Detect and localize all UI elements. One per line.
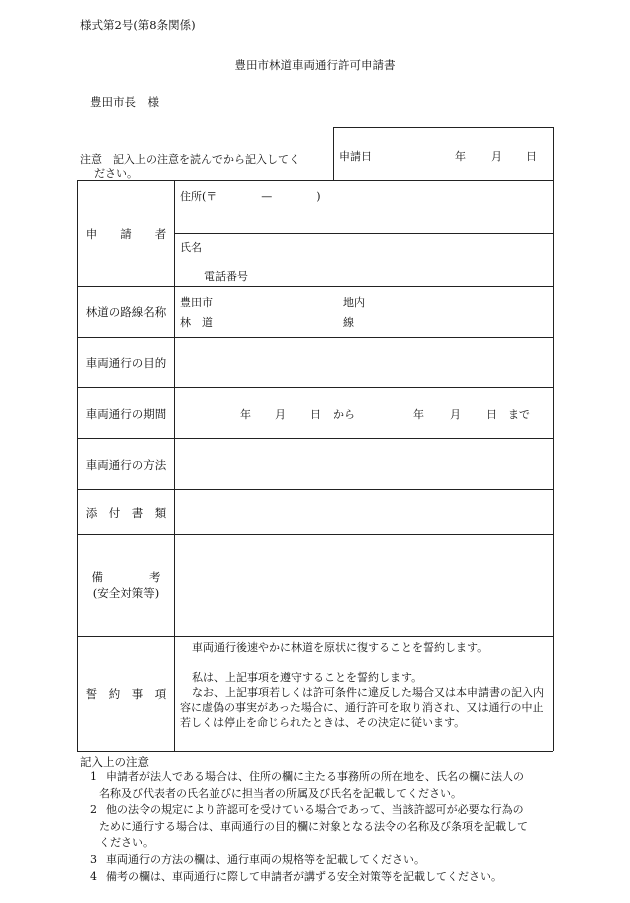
purpose-label: 車両通行の目的 <box>85 356 167 370</box>
date-label: 申請日 <box>339 150 372 163</box>
route-city: 豊田市 <box>180 296 213 309</box>
row-line-applicant-top <box>77 180 553 181</box>
remarks-sublabel: (安全対策等) <box>92 586 160 600</box>
period-from-year: 年 <box>240 408 251 421</box>
row-line-address-name <box>174 233 553 234</box>
note-item-1 <box>90 769 550 802</box>
phone-label: 電話番号 <box>204 270 248 283</box>
applicant-label: 申 請 者 <box>85 227 167 241</box>
address-label: 住所(〒 — ) <box>180 190 321 203</box>
note-item-2 <box>90 802 550 852</box>
note-1-continuation: 名称及び代表者の氏名並びに担当者の所属及び氏名を記載してください。 <box>99 786 462 800</box>
note-3-number: 3 <box>90 853 97 866</box>
pledge-paragraph-1: 車両通行後速やかに林道を原状に復することを誓約します。 <box>192 641 489 654</box>
note-2-continuation-2: ください。 <box>99 836 154 849</box>
pledge-paragraph-3: なお、上記事項若しくは許可条件に違反した場合又は本申請書の記入内容に虚偽の事実があった場合に、通行許可を取り消され、又は通行の中止若しくは停止を命じられたときは、その決定に従います。 <box>180 686 544 729</box>
route-chinai: 地内 <box>343 296 365 309</box>
period-from-month: 月 <box>275 408 286 421</box>
period-kara: から <box>333 408 355 421</box>
note-1-text: 申請者が法人である場合は、住所の欄に主たる事務所の所在地を、氏名の欄に法人の <box>106 770 524 783</box>
pledge-paragraph-2: 私は、上記事項を遵守することを誓約します。 <box>192 671 423 684</box>
date-box-left <box>333 127 334 180</box>
date-box-top <box>333 127 553 128</box>
note-4-text: 備考の欄は、車両通行に際して申請者が講ずる安全対策等を記載してください。 <box>106 870 502 883</box>
name-label: 氏名 <box>180 241 202 254</box>
period-to-day: 日 <box>486 408 497 421</box>
date-month: 月 <box>491 150 502 163</box>
notice-text <box>80 153 330 181</box>
pledge-label: 誓 約 事 項 <box>85 687 167 701</box>
table-bottom-border <box>77 751 553 752</box>
document-title: 豊田市林道車両通行許可申請書 <box>234 58 396 72</box>
note-2-number: 2 <box>90 803 97 816</box>
table-right-border <box>553 127 554 751</box>
note-2-continuation: ために通行する場合は、車両通行の目的欄に対象となる法令の名称及び条項を記載して <box>99 819 528 833</box>
route-label: 林道の路線名称 <box>85 305 167 319</box>
row-line-period-top <box>77 387 553 388</box>
note-3-text: 車両通行の方法の欄は、通行車両の規格等を記載してください。 <box>106 853 425 866</box>
notes-heading: 記入上の注意 <box>80 755 149 769</box>
note-1-number: 1 <box>90 770 97 783</box>
date-day: 日 <box>526 150 537 163</box>
note-2-text: 他の法令の規定により許認可を受けている場合であって、当該許認可が必要な行為の <box>106 803 524 816</box>
row-line-method-top <box>77 438 553 439</box>
form-number: 様式第2号(第8条関係) <box>80 18 196 32</box>
route-rindo: 林 道 <box>180 316 213 329</box>
note-4-number: 4 <box>90 870 97 883</box>
method-label: 車両通行の方法 <box>85 458 167 472</box>
addressee: 豊田市長 様 <box>90 95 159 109</box>
row-line-route-top <box>77 286 553 287</box>
row-line-attachments-top <box>77 489 553 490</box>
remarks-label: 備 考 <box>91 570 161 584</box>
notice-line-1: 注意 記入上の注意を読んでから記入してく <box>80 153 300 166</box>
notice-line-2: ださい。 <box>94 167 138 180</box>
attachments-label: 添 付 書 類 <box>85 506 167 520</box>
table-label-divider <box>174 180 175 751</box>
period-label: 車両通行の期間 <box>85 407 167 421</box>
route-sen: 線 <box>343 316 354 329</box>
note-item-3 <box>90 852 550 869</box>
note-item-4 <box>90 869 550 886</box>
period-made: まで <box>508 408 530 421</box>
date-year: 年 <box>455 150 466 163</box>
period-to-year: 年 <box>413 408 424 421</box>
period-from-day: 日 <box>310 408 321 421</box>
table-left-border <box>77 180 78 751</box>
row-line-remarks-top <box>77 534 553 535</box>
period-to-month: 月 <box>450 408 461 421</box>
row-line-pledge-top <box>77 636 553 637</box>
row-line-purpose-top <box>77 337 553 338</box>
